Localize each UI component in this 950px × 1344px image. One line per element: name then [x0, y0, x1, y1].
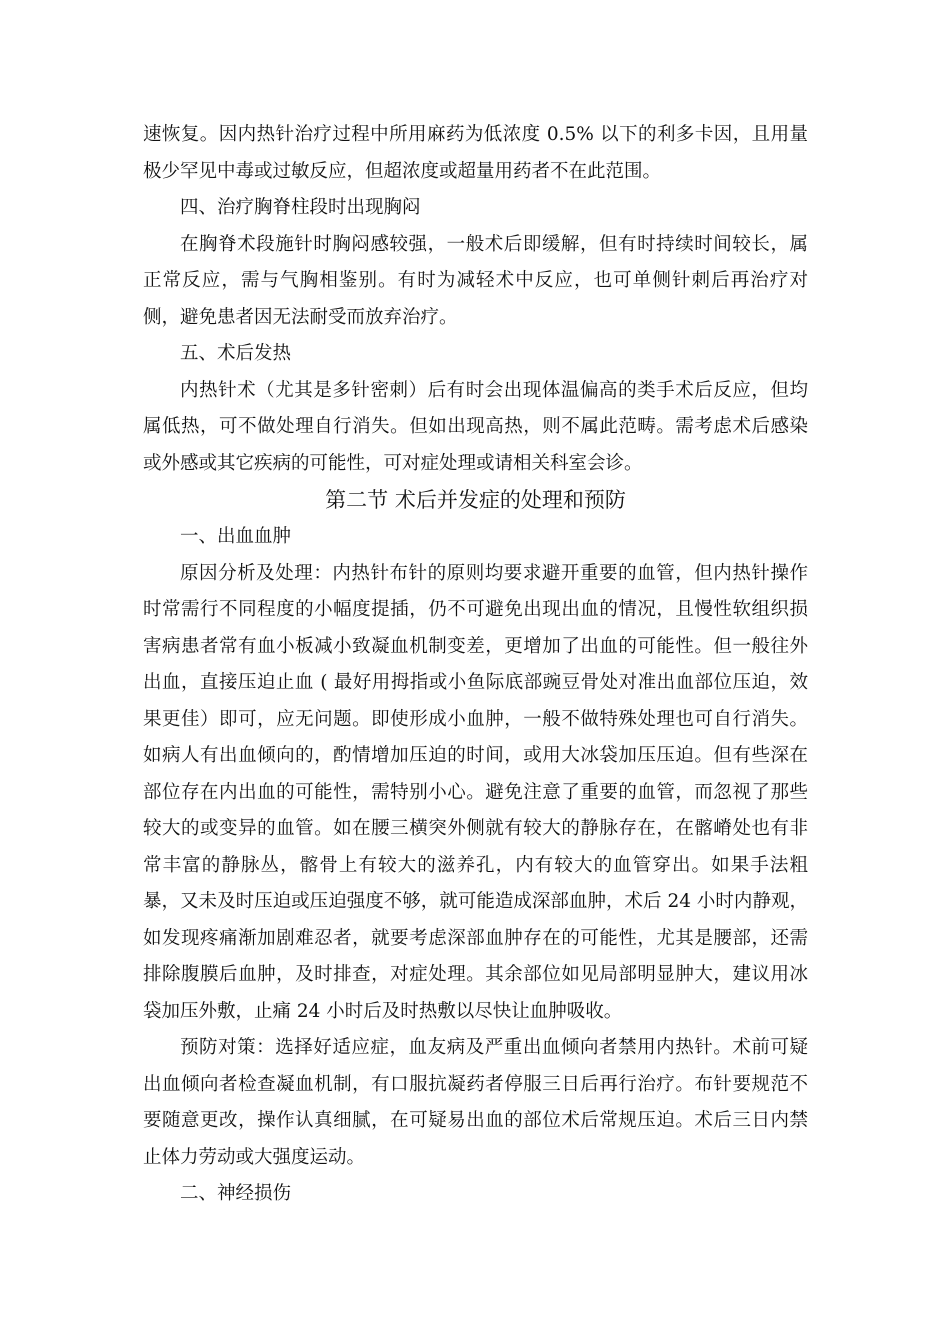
document-page [143, 117, 808, 1213]
heading-bleeding-hematoma: 一、出血血肿 [180, 526, 292, 547]
section-title: 第二节 术后并发症的处理和预防 [325, 488, 626, 512]
heading-chest-tightness: 四、治疗胸脊柱段时出现胸闷 [180, 197, 421, 218]
paragraph-prevention: 预防对策：选择好适应症，血友病及严重出血倾向者禁用内热针。术前可疑出血倾向者检查凝血机制，有口服抗凝药者停服三日后再行治疗。布针要规范不要随意更改，操作认真细腻，在可疑易出血的部位术后常规压迫。术后三日内禁止体力劳动或大强度运动。 [143, 1037, 808, 1168]
paragraph-continuation: 速恢复。因内热针治疗过程中所用麻药为低浓度 0.5% 以下的利多卡因，且用量极少罕见中毒或过敏反应，但超浓度或超量用药者不在此范围。 [143, 124, 808, 182]
paragraph-chest-tightness: 在胸脊术段施针时胸闷感较强，一般术后即缓解，但有时持续时间较长，属正常反应，需与气胸相鉴别。有时为减轻术中反应，也可单侧针刺后再治疗对侧，避免患者因无法耐受而放弃治疗。 [143, 233, 808, 328]
heading-nerve-injury: 二、神经损伤 [180, 1183, 292, 1204]
paragraph-cause-treatment: 原因分析及处理：内热针布针的原则均要求避开重要的血管，但内热针操作时常需行不同程度的小幅度提插，仍不可避免出现出血的情况，且慢性软组织损害病患者常有血小板减小致凝血机制变差，更增加了出血的可能性。但一般往外出血，直接压迫止血 ( 最好用拇指或小鱼际底部豌豆骨处对准出血部位压迫，效果更佳）即可，应无问题。即使形成小血肿，一般不做特殊处理也可自行消失。如病人有出血倾向的，酌情增加压迫的时间，或用大冰袋加压压迫。但有些深在部位存在内出血的可能性，需特别小心。避免注意了重要的血管，而忽视了那些较大的或变异的血管。如在腰三横突外侧就有较大的静脉存在，在髂嵴处也有非常丰富的静脉丛，髂骨上有较大的滋养孔，内有较大的血管穿出。如果手法粗暴，又未及时压迫或压迫强度不够，就可能造成深部血肿，术后 24 小时内静观，如发现疼痛渐加剧难忍者，就要考虑深部血肿存在的可能性，尤其是腰部，还需排除腹膜后血肿，及时排查，对症处理。其余部位如见局部明显肿大，建议用冰袋加压外敷，止痛 24 小时后及时热敷以尽快让血肿吸收。 [143, 562, 808, 1022]
paragraph-post-op-fever: 内热针术（尤其是多针密刺）后有时会出现体温偏高的类手术后反应，但均属低热，可不做处理自行消失。但如出现高热，则不属此范畴。需考虑术后感染或外感或其它疾病的可能性，可对症处理或请相关科室会诊。 [143, 379, 808, 474]
heading-post-op-fever: 五、术后发热 [180, 343, 292, 364]
